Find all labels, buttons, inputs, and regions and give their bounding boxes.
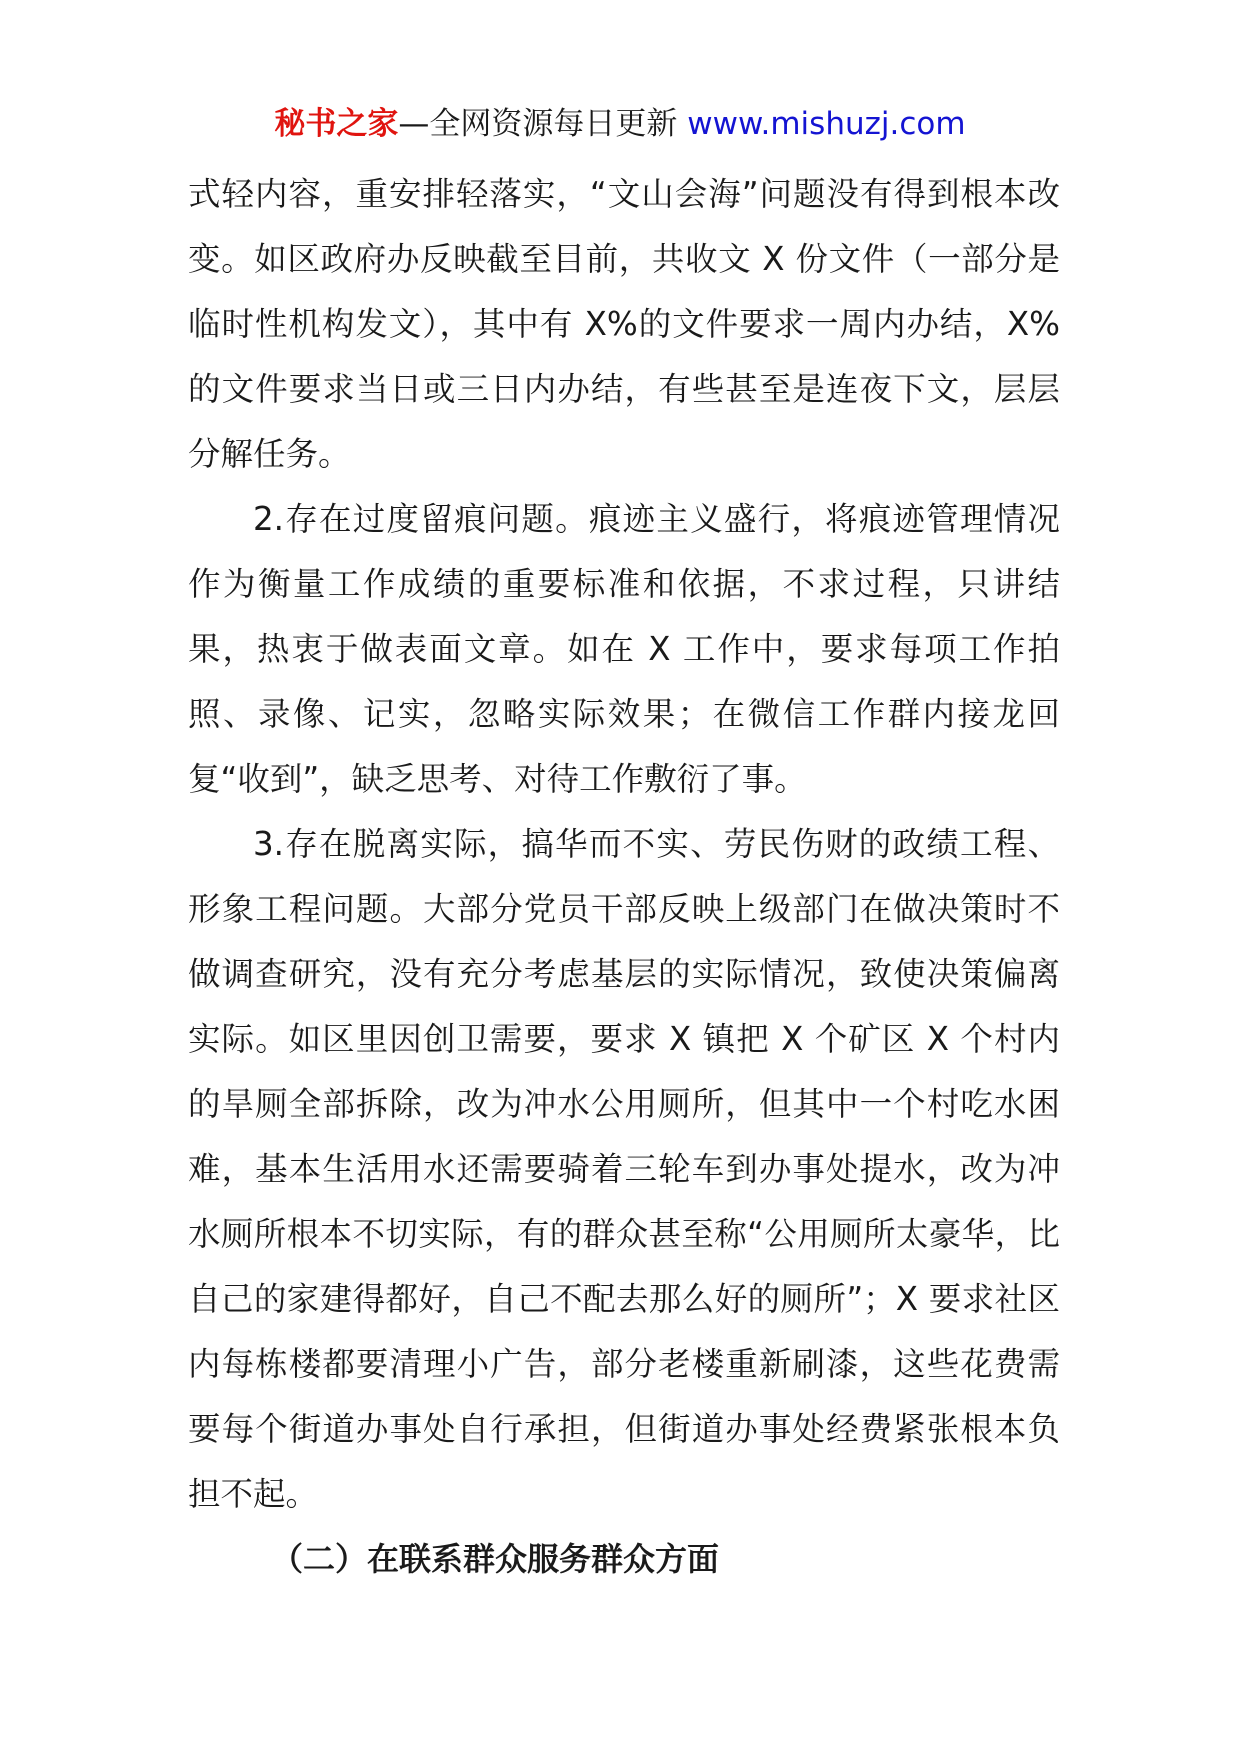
- paragraph-continuation: 式轻内容，重安排轻落实，“文山会海”问题没有得到根本改变。如区政府办反映截至目前，共收文 X 份文件（一部分是临时性机构发文），其中有 X%的文件要求一周内办结，X%的文件要求当日或三日内办结，有些甚至是连夜下文，层层分解任务。: [188, 175, 1060, 473]
- header-tagline: —全网资源每日更新: [398, 106, 688, 142]
- paragraph-item-2: 2.存在过度留痕问题。痕迹主义盛行，将痕迹管理情况作为衡量工作成绩的重要标准和依据，不求过程，只讲结果，热衷于做表面文章。如在 X 工作中，要求每项工作拍照、录像、记实，忽略实际效果；在微信工作群内接龙回复“收到”，缺乏思考、对待工作敷衍了事。: [188, 500, 1060, 798]
- brand-name: 秘书之家: [274, 106, 399, 142]
- site-url-link[interactable]: www.mishuzj.com: [687, 106, 966, 142]
- site-header: [0, 100, 1240, 148]
- section-heading: （二）在联系群众服务群众方面: [271, 1540, 720, 1578]
- document-body: [188, 162, 1060, 1592]
- paragraph-item-3: 3.存在脱离实际，搞华而不实、劳民伤财的政绩工程、形象工程问题。大部分党员干部反映上级部门在做决策时不做调查研究，没有充分考虑基层的实际情况，致使决策偏离实际。如区里因创卫需要，要求 X 镇把 X 个矿区 X 个村内的旱厕全部拆除，改为冲水公用厕所，但其中一个村吃水困难，基本生活用水还需要骑着三轮车到办事处提水，改为冲水厕所根本不切实际，有的群众甚至称“公用厕所太豪华，比自己的家建得都好，自己不配去那么好的厕所”；X 要求社区内每栋楼都要清理小广告，部分老楼重新刷漆，这些花费需要每个街道办事处自行承担，但街道办事处经费紧张根本负担不起。: [188, 825, 1060, 1513]
